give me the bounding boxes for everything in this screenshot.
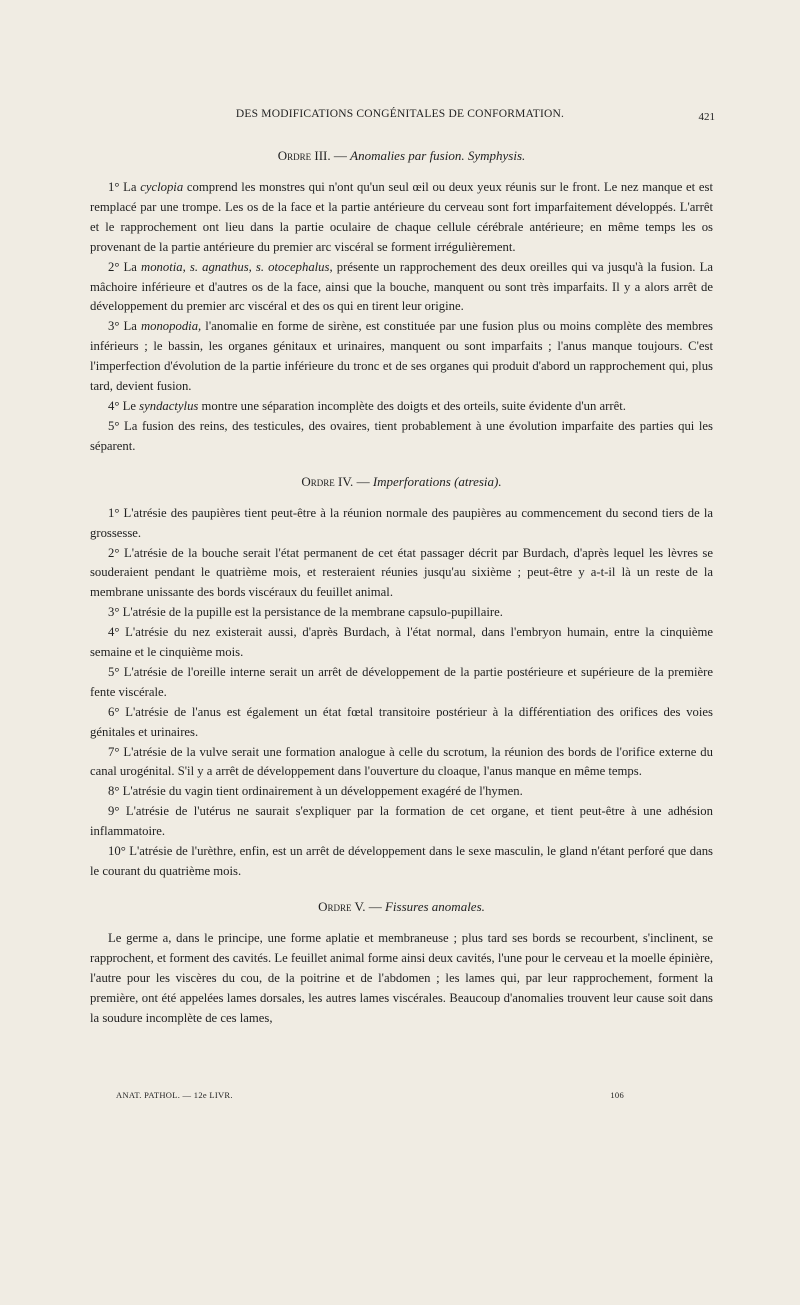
section-label: Ordre V. xyxy=(318,898,366,914)
section-separator: — xyxy=(330,148,351,163)
paragraph-text: 10° L'atrésie de l'urèthre, enfin, est un arrêt de développement dans le sexe masculin, le gland n'étant perforé que dans le courant du quatrième mois. xyxy=(90,844,713,878)
paragraph xyxy=(90,317,713,397)
paragraph-term: monotia, s. agnathus, s. otocephalus, xyxy=(141,259,333,274)
paragraph xyxy=(90,623,713,663)
paragraph xyxy=(90,802,713,842)
section-title: Anomalies par fusion. Symphysis. xyxy=(350,148,526,163)
section-heading xyxy=(90,899,713,915)
page-footer xyxy=(116,1090,624,1100)
paragraph xyxy=(90,703,713,743)
paragraph-text: 1° L'atrésie des paupières tient peut-être à la réunion normale des paupières au commencement du second tiers de la grossesse. xyxy=(90,505,713,540)
paragraph-text: présente un rapprochement des deux oreilles qui va jusqu'à la fusion. La mâchoire inférieure et d'autres os de la face, ainsi que la bouche, manquent ou sont très imparfaits. Il y a alors arrêt de développement du premier arc viscéral et des os qui en tirent leur origine. xyxy=(90,259,713,314)
section-heading xyxy=(90,148,713,164)
paragraph xyxy=(90,417,713,457)
section-separator: — xyxy=(353,473,373,489)
running-head: DES MODIFICATIONS CONGÉNITALES DE CONFORMATION. xyxy=(235,108,565,120)
section-label: Ordre IV. xyxy=(301,473,354,489)
section-title: Fissures anomales. xyxy=(384,898,485,914)
paragraph-text: 5° La fusion des reins, des testicules, des ovaires, tient probablement à une évolution imparfaite des parties qui les séparent. xyxy=(90,418,713,453)
page-number: 421 xyxy=(698,111,715,123)
section-gap xyxy=(90,882,713,899)
paragraph-text: 5° L'atrésie de l'oreille interne serait un arrêt de développement de la partie postérieure et supérieure de la première fente viscérale. xyxy=(90,664,713,699)
paragraph-text: 9° L'atrésie de l'utérus ne saurait s'expliquer par la formation de cet organe, et tient peut-être à une adhésion inflammatoire. xyxy=(90,804,713,839)
footer-signature: ANAT. PATHOL. — 12e LIVR. xyxy=(116,1090,233,1100)
paragraph xyxy=(90,178,713,258)
paragraph xyxy=(90,504,713,544)
paragraph xyxy=(90,397,713,417)
section-gap xyxy=(90,457,713,474)
paragraph-text: 2° L'atrésie de la bouche serait l'état permanent de cet état passager décrit par Burdach, d'après lequel les lèvres se souderaient pendant le quatrième mois, et resteraient réunies jusqu'au sixième ; peut-être y a-t-il là un reste de la membrane unissante des bords viscéraux du feuillet animal. xyxy=(90,545,713,600)
paragraph-term: syndactylus xyxy=(139,398,199,413)
paragraph-text: 3° La xyxy=(108,319,141,334)
section-title: Imperforations (atresia). xyxy=(372,473,502,489)
paragraph xyxy=(90,929,713,1029)
section-separator: — xyxy=(365,898,385,914)
paragraph xyxy=(90,782,713,802)
paragraph-text: 4° L'atrésie du nez existerait aussi, d'après Burdach, à l'état normal, dans l'embryon humain, entre la cinquième semaine et le cinquième mois. xyxy=(90,625,713,660)
page-content xyxy=(90,148,713,1028)
section-label: Ordre III. xyxy=(277,148,331,163)
paragraph-text: 3° L'atrésie de la pupille est la persistance de la membrane capsulo-pupillaire. xyxy=(108,605,503,620)
paragraph-term: cyclopia xyxy=(140,180,184,194)
paragraph-text: 4° Le xyxy=(108,398,140,413)
paragraph-text: comprend les monstres qui n'ont qu'un seul œil ou deux yeux réunis sur le front. Le nez manque et est remplacé par une trompe. Les os de la face et la partie antérieure du cerveau sont fort imparfaitement développés. L'arrêt et le rapprochement ont lieu dans la partie oculaire de chaque cellule cérébrale antérieure; en même temps les os provenant de la partie antérieure du premier arc viscéral se forment irrégulièrement. xyxy=(90,180,713,254)
paragraph xyxy=(90,663,713,703)
paragraph-term: monopodia, xyxy=(140,319,202,334)
paragraph xyxy=(90,842,713,882)
paragraph-text: 2° La xyxy=(108,259,142,274)
paragraph xyxy=(90,743,713,783)
paragraph xyxy=(90,258,713,318)
paragraph xyxy=(90,544,713,604)
paragraph xyxy=(90,603,713,623)
paragraph-text: 1° La xyxy=(108,180,141,194)
paragraph-text: Le germe a, dans le principe, une forme aplatie et membraneuse ; plus tard ses bords se recourbent, s'inclinent, se rapprochent, et forment des cavités. Le feuillet animal forme ainsi deux cavités, l'une pour le cerveau et la moelle épinière, l'autre pour les viscères du cou, de la poitrine et de l'abdomen ; les lames qui, par leur rapprochement, forment la première, ont été appelées lames dorsales, les autres lames viscérales. Beaucoup d'anomalies trouvent leur cause soit dans la soudure incomplète de ces lames, xyxy=(90,930,713,1025)
paragraph-text: 8° L'atrésie du vagin tient ordinairement à un développement exagéré de l'hymen. xyxy=(108,784,523,799)
paragraph-text: montre une séparation incomplète des doigts et des orteils, suite évidente d'un arrêt. xyxy=(198,398,626,413)
section-heading xyxy=(90,474,713,490)
paragraph-text: 7° L'atrésie de la vulve serait une formation analogue à celle du scrotum, la réunion des bords de l'orifice externe du canal urogénital. S'il y a arrêt de développement dans l'ouverture du cloaque, l'anus manque en même temps. xyxy=(90,744,713,779)
paragraph-text: l'anomalie en forme de sirène, est constituée par une fusion plus ou moins complète des membres inférieurs ; le bassin, les organes génitaux et urinaires, manquent ou sont imparfaits ; l'anus manque toujours. C'est l'imperfection d'évolution de la partie inférieure du tronc et de ses organes qui produit d'abord un rapprochement qui, plus tard, devient fusion. xyxy=(90,319,713,394)
paragraph-text: 6° L'atrésie de l'anus est également un état fœtal transitoire postérieur à la différentiation des orifices des voies génitales et urinaires. xyxy=(90,704,713,739)
footer-sheet-number: 106 xyxy=(610,1090,624,1100)
